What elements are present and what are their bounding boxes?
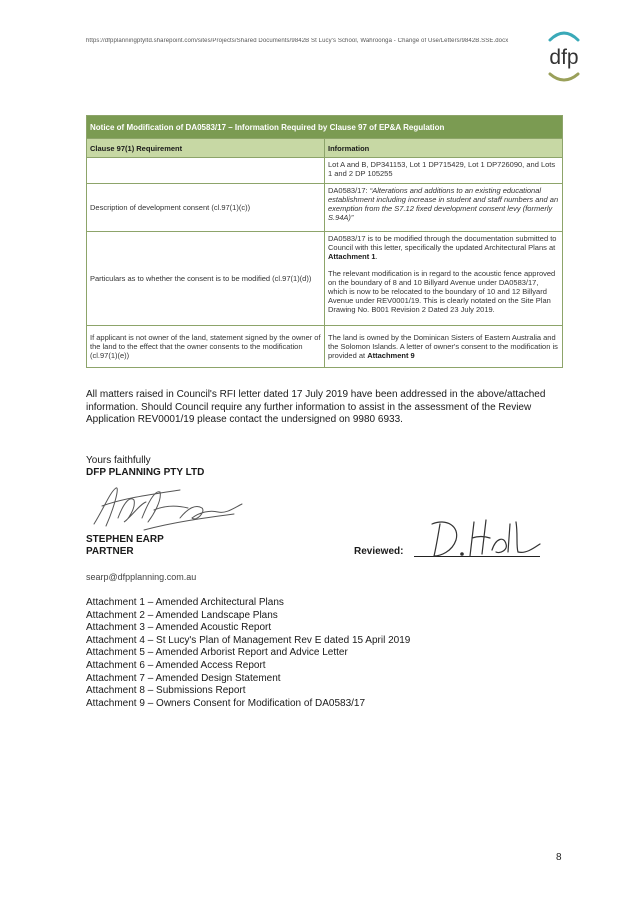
info-cell: Lot A and B, DP341153, Lot 1 DP715429, Lot 1 DP726090, and Lots 1 and 2 DP 105255 xyxy=(325,158,563,184)
list-item: Attachment 7 – Amended Design Statement xyxy=(86,672,281,684)
modification-table xyxy=(86,115,563,368)
attachment-reference: Attachment 9 xyxy=(367,351,415,360)
list-item: Attachment 6 – Amended Access Report xyxy=(86,659,266,671)
signature-icon xyxy=(84,478,254,536)
list-item: Attachment 4 – St Lucy's Plan of Management Rev E dated 15 April 2019 xyxy=(86,634,411,646)
list-item: Attachment 2 – Amended Landscape Plans xyxy=(86,609,278,621)
requirement-cell: If applicant is not owner of the land, statement signed by the owner of the land to the effect that the owner consents to the modification (cl.97(1)(e)) xyxy=(87,326,325,368)
info-cell xyxy=(325,326,563,368)
table-row xyxy=(87,158,563,184)
list-item: Attachment 3 – Amended Acoustic Report xyxy=(86,622,272,634)
page-number: 8 xyxy=(556,852,562,863)
dfp-logo xyxy=(542,28,586,86)
list-item: Attachment 5 – Amended Arborist Report and Advice Letter xyxy=(86,647,348,659)
info-text: DA0583/17: xyxy=(328,186,370,195)
info-paragraph xyxy=(328,234,559,261)
signer-title: PARTNER xyxy=(86,546,134,557)
info-cell xyxy=(325,184,563,232)
column-header-information: Information xyxy=(325,139,563,158)
svg-text:dfp: dfp xyxy=(549,46,579,69)
info-paragraph: The relevant modification is in regard to the acoustic fence approved on the boundary of 8 and 10 Billyard Avenue under DA0583/17, which is now to be relocated to the boundary of 10 and 12 Billyard Avenue under REV0001/19. This is clearly notated on the Site Plan Drawing No. B001 Revision 2 Dated 23 July 2019. xyxy=(328,269,556,314)
attachment-reference: Attachment 1 xyxy=(328,252,376,261)
info-text-end: . xyxy=(375,252,378,261)
requirement-cell xyxy=(87,158,325,184)
reviewer-signature-icon xyxy=(426,514,544,562)
body-paragraph: All matters raised in Council's RFI letter dated 17 July 2019 have been addressed in the above/attached information. Should Council require any further information to assist in the assessment of the Review Application REV0001/19 please contact the undersigned on 9980 6933. xyxy=(86,389,546,426)
info-text: DA0583/17 is to be modified through the documentation submitted to Council with this letter, specifically the updated Architectural Plans at xyxy=(328,234,557,252)
info-cell xyxy=(325,232,563,326)
info-text: The land is owned by the Dominican Sisters of Eastern Australia and the Solomon Islands. A letter of owner's consent to the modification is provided at xyxy=(328,333,558,360)
requirement-cell: Particulars as to whether the consent is to be modified (cl.97(1)(d)) xyxy=(87,232,325,326)
column-header-requirement: Clause 97(1) Requirement xyxy=(87,139,325,158)
signer-name: STEPHEN EARP xyxy=(86,534,164,545)
list-item: Attachment 9 – Owners Consent for Modification of DA0583/17 xyxy=(86,697,366,709)
closing-text: Yours faithfully xyxy=(86,455,151,466)
info-italic-text: “Alterations and additions to an existing educational establishment including increase in student and staff numbers and an exemption from the S7.12 fixed development consent levy (formerly S.94A)” xyxy=(328,186,559,222)
email-address: searp@dfpplanning.com.au xyxy=(86,572,197,582)
table-row xyxy=(87,184,563,232)
table-row xyxy=(87,232,563,326)
attachment-list xyxy=(86,597,556,710)
list-item: Attachment 8 – Submissions Report xyxy=(86,685,246,697)
company-name: DFP PLANNING PTY LTD xyxy=(86,467,205,478)
requirement-cell: Description of development consent (cl.97(1)(c)) xyxy=(87,184,325,232)
table-title: Notice of Modification of DA0583/17 – Information Required by Clause 97 of EP&A Regulation xyxy=(87,116,563,139)
document-path: https://dfpplanningptyltd.sharepoint.com/sites/Projects/Shared Documents/9842B St Lucy's School, Wahroonga - Change of Use/Letters/9842B.SSE.docx xyxy=(86,38,509,44)
table-row xyxy=(87,326,563,368)
reviewed-label: Reviewed: xyxy=(354,546,404,557)
list-item: Attachment 1 – Amended Architectural Plans xyxy=(86,597,284,608)
